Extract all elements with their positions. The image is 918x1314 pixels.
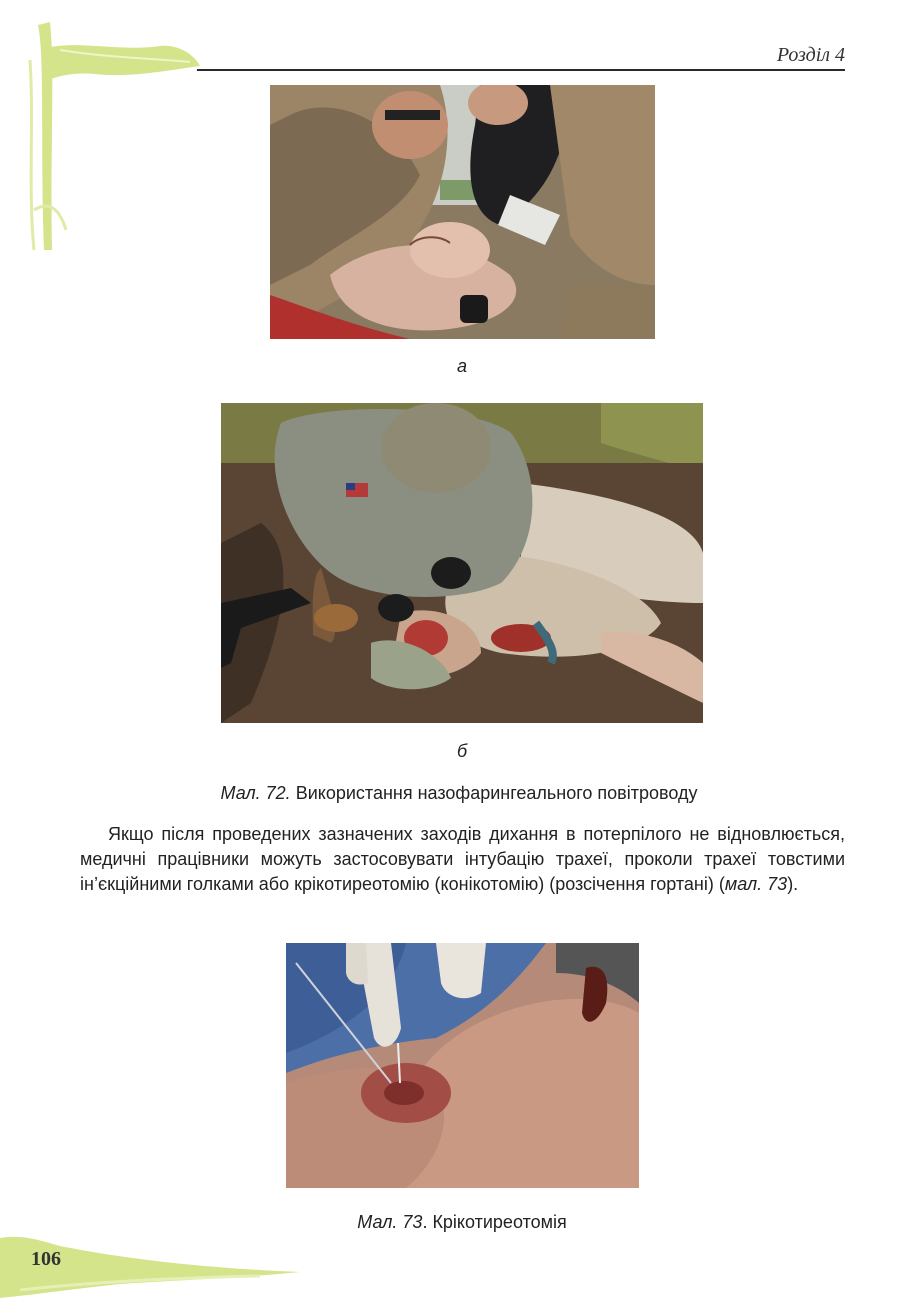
figure-73-caption-text: . Крікотиреотомія [422, 1212, 567, 1232]
figure-72-caption [0, 783, 918, 804]
decorative-brush-stroke [0, 1228, 310, 1314]
page-number: 106 [31, 1248, 61, 1270]
figure-73-caption-number: Мал. 73 [357, 1212, 423, 1232]
photo-cricothyrotomy [286, 943, 639, 1188]
figure-72-caption-text: Використання назофарингеального повітроводу [290, 783, 698, 803]
figure-72-caption-number: Мал. 72. [220, 783, 291, 803]
chapter-header: Розділ 4 [776, 44, 845, 66]
photo-b-nasopharyngeal-airway-field [221, 403, 703, 723]
figure-73-caption [0, 1212, 918, 1233]
body-paragraph-end: ). [787, 874, 799, 894]
body-paragraph-text: Якщо після проведених зазначених заходів дихання в потерпілого не відновлюється, медичні працівники можуть застосовувати інтубацію трахеї, проколи трахеї товстими ін’єкційними голками або крікотиреотомію (конікотомію) (розсічення гортані) ( [80, 824, 845, 894]
figure-sublabel-b: б [456, 741, 468, 761]
body-paragraph [80, 822, 845, 897]
header-rule [197, 69, 845, 71]
photo-a-nasopharyngeal-airway [270, 85, 655, 339]
figure-reference: мал. 73 [724, 874, 788, 894]
figure-sublabel-a: а [456, 356, 467, 376]
decorative-flag-brush [0, 0, 210, 270]
